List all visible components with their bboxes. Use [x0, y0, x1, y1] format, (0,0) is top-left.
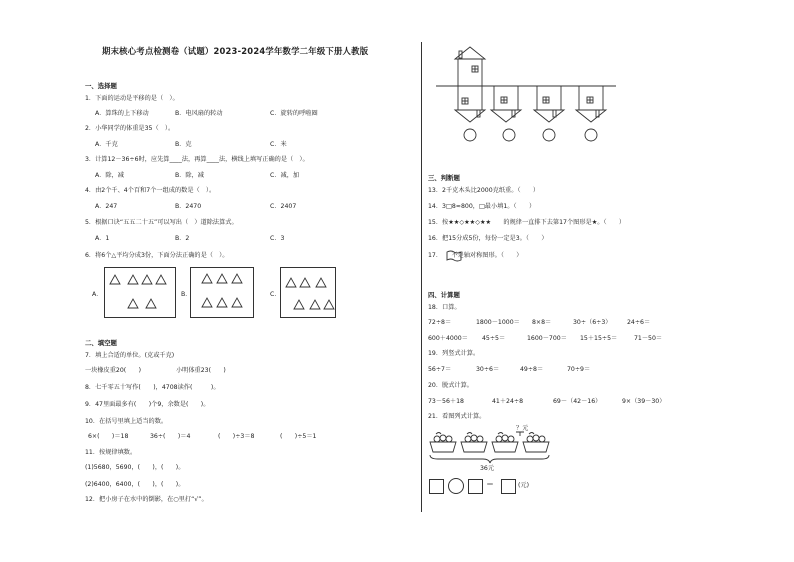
question-16: 16．把15分成5份，每份一定是3。（ ） — [428, 235, 548, 242]
question-8: 8．七千零五十写作( )，4708读作( )。 — [85, 384, 220, 391]
q6-option-a-triangles — [104, 267, 176, 317]
q20-item4: 9×（39－30） — [622, 398, 666, 405]
triangle-icon — [202, 274, 212, 283]
triangle-icon — [232, 274, 242, 283]
question-7: 7．填上合适的单位。(克或千克) — [85, 352, 175, 359]
q11-part-1: (1)5680，5690，( )，( )。 — [85, 464, 185, 471]
basket-icon — [523, 433, 549, 453]
q4-option-a: A．247 — [95, 203, 118, 210]
question-11: 11．按规律填数。 — [85, 449, 137, 456]
wavy-flag-icon — [446, 250, 462, 262]
triangle-icon — [128, 275, 138, 284]
q18-row1-item2: 1800－1000＝ — [476, 319, 520, 326]
q4-option-b: B．2470 — [175, 203, 202, 210]
triangle-icon — [217, 274, 227, 283]
q18-row2-item5: 71－50＝ — [634, 335, 663, 342]
q18-row2-item2: 45÷5＝ — [482, 335, 506, 342]
triangle-icon — [324, 300, 334, 309]
question-3: 3．计算12－36÷6时，应先算____法，再算____法，横线上填写正确的是（ ）。 — [85, 156, 309, 163]
question-20: 20．脱式计算。 — [428, 382, 473, 389]
section-fill-heading: 二、填空题 — [85, 339, 117, 347]
triangle-icon — [146, 299, 156, 308]
triangle-icon — [294, 300, 304, 309]
q10-eq-3: ( )÷3＝8 — [218, 433, 255, 440]
q19-item3: 49÷8＝ — [520, 366, 544, 373]
q21-total-label: 36元 — [480, 465, 495, 472]
question-18: 18．口算。 — [428, 304, 461, 311]
question-13: 13．2千克木头比2000克纸重。（ ） — [428, 187, 540, 194]
q20-item1: 73－56＋18 — [428, 398, 464, 405]
answer-box[interactable] — [429, 479, 444, 494]
q18-row2-item4: 15＋15÷5＝ — [580, 335, 618, 342]
question-17: 17． 不是轴对称图形。（ ） — [428, 252, 523, 259]
triangle-icon — [202, 298, 212, 307]
roof-icon — [455, 47, 485, 59]
question-19: 19．列竖式计算。 — [428, 350, 480, 357]
column-divider — [421, 42, 422, 512]
section-choice-heading: 一、选择题 — [85, 82, 117, 90]
basket-icon — [492, 433, 518, 453]
question-21: 21．看图列式计算。 — [428, 413, 486, 420]
triangle-icon — [316, 278, 326, 287]
answer-circle — [543, 129, 555, 141]
q10-eq-2: 36÷( )＝4 — [150, 433, 191, 440]
page-title: 期末核心考点检测卷（试题）2023-2024学年数学二年级下册人教版 — [102, 46, 369, 56]
q18-row1-item3: 8×8＝ — [532, 319, 552, 326]
q18-row1-item4: 30÷（6÷3） — [573, 319, 612, 326]
q6-option-b-label: B． — [181, 291, 192, 298]
triangle-icon — [156, 275, 166, 284]
question-1: 1．下面的运动是平移的是（ ）。 — [85, 95, 179, 102]
question-12: 12．把小房子在水中的倒影，在○里打“√”。 — [85, 496, 208, 503]
section-calc-heading: 四、计算题 — [428, 291, 460, 299]
q3-option-b: B．除，减 — [175, 172, 204, 179]
section-judge-heading: 三、判断题 — [428, 174, 460, 182]
q5-option-c: C．3 — [270, 235, 285, 242]
answer-box[interactable] — [501, 479, 516, 494]
basket-icon — [461, 433, 487, 453]
q18-row1-item1: 72÷8＝ — [428, 319, 452, 326]
q1-option-a: A．算珠的上下移动 — [95, 110, 149, 117]
q5-option-a: A．1 — [95, 235, 110, 242]
triangle-icon — [300, 278, 310, 287]
triangle-icon — [142, 275, 152, 284]
q19-item2: 30÷6＝ — [476, 366, 500, 373]
triangle-icon — [286, 278, 296, 287]
q2-option-c: C．米 — [270, 141, 287, 148]
q20-item3: 69－（42－16） — [553, 398, 602, 405]
operator-circle[interactable] — [448, 478, 464, 494]
q7-part-b: 小明体重23( ) — [176, 367, 226, 374]
answer-circle — [464, 129, 476, 141]
answer-circle — [503, 129, 515, 141]
q6-option-c-triangles — [280, 267, 336, 317]
triangle-icon — [128, 299, 138, 308]
triangle-icon — [217, 298, 227, 307]
question-10: 10．在括号里填上适当的数。 — [85, 418, 168, 425]
q6-option-c-label: C． — [270, 291, 281, 298]
triangle-icon — [110, 275, 120, 284]
q18-row2-item1: 600＋4000＝ — [428, 335, 468, 342]
basket-icon — [430, 433, 456, 453]
q3-option-a: A．除，减 — [95, 172, 124, 179]
q21-unit: (元) — [518, 482, 530, 489]
q3-option-c: C．减，加 — [270, 172, 300, 179]
q20-item2: 41＋24÷8 — [492, 398, 524, 405]
q18-row1-item5: 24÷6＝ — [627, 319, 651, 326]
q19-item4: 70÷9＝ — [567, 366, 591, 373]
q4-option-c: C．2407 — [270, 203, 297, 210]
q21-unit-price-label: ？元 — [516, 425, 529, 432]
q6-option-b-triangles — [190, 267, 254, 317]
triangle-icon — [310, 300, 320, 309]
question-6: 6．将6个△平均分成3份，下面分法正确的是（ ）。 — [85, 252, 229, 259]
question-5: 5．根据口诀“五五二十五”可以写出（ ）道除法算式。 — [85, 219, 238, 226]
house-reflection-figure — [436, 44, 616, 144]
q18-row2-item3: 1600－700＝ — [527, 335, 567, 342]
equals-sign: ＝ — [486, 480, 494, 489]
q1-option-c: C．旋转的呼啦圈 — [270, 110, 318, 117]
q2-option-b: B．克 — [175, 141, 192, 148]
answer-circle — [585, 129, 597, 141]
q1-option-b: B．电风扇的转动 — [175, 110, 223, 117]
question-4: 4．由2个千、4个百和7个一组成的数是（ ）。 — [85, 187, 216, 194]
q6-option-a-label: A． — [92, 291, 103, 298]
q10-eq-4: ( )÷5＝1 — [280, 433, 317, 440]
q2-option-a: A．千克 — [95, 141, 118, 148]
question-9: 9．47里面最多有( )个9，余数是( )。 — [85, 401, 210, 408]
q11-part-2: (2)6400，6400，( )，( )。 — [85, 481, 185, 488]
triangle-icon — [232, 298, 242, 307]
q10-eq-1: 6×( )＝18 — [88, 433, 129, 440]
question-14: 14．3□8≈800，□最小填1。（ ） — [428, 203, 536, 210]
q7-part-a: 一块橡皮重20( ) — [85, 367, 142, 374]
question-15: 15．按★★◇★★◇★★ 的规律一直排下去第17个图形是★。（ ） — [428, 219, 626, 226]
answer-box[interactable] — [468, 479, 483, 494]
question-2: 2．小华同学的体重是35（ ）。 — [85, 125, 175, 132]
q5-option-b: B．2 — [175, 235, 190, 242]
q19-item1: 56÷7＝ — [428, 366, 452, 373]
